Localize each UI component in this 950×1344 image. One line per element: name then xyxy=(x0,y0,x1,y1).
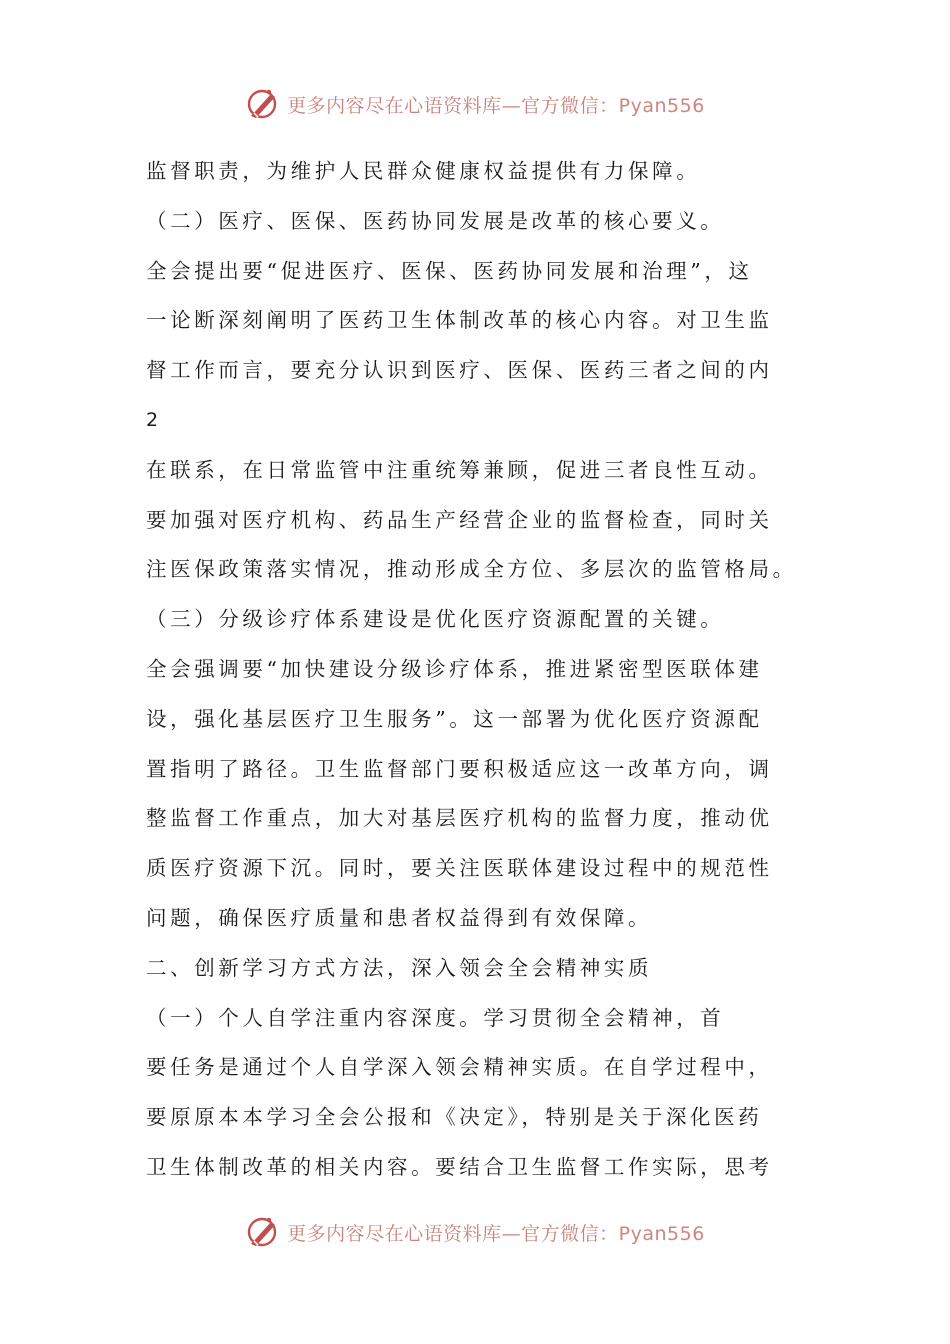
text-line: 质医疗资源下沉。同时，要关注医联体建设过程中的规范性 xyxy=(146,856,773,881)
text-line: 卫生体制改革的相关内容。要结合卫生监督工作实际，思考 xyxy=(146,1154,773,1179)
document-body xyxy=(146,151,797,1197)
header-banner-text: 更多内容尽在心语资料库—官方微信：Pyan556 xyxy=(287,94,705,117)
text-line: 问题，确保医疗质量和患者权益得到有效保障。 xyxy=(146,905,653,930)
footer-banner-text: 更多内容尽在心语资料库—官方微信：Pyan556 xyxy=(287,1222,705,1245)
text-line: 整监督工作重点，加大对基层医疗机构的监督力度，推动优 xyxy=(146,806,773,831)
page-number: 2 xyxy=(146,408,159,431)
footer-banner xyxy=(0,1212,950,1252)
text-line: （一）个人自学注重内容深度。学习贯彻全会精神，首 xyxy=(146,1005,725,1030)
text-line: 要原原本本学习全会公报和《决定》，特别是关于深化医药 xyxy=(146,1105,763,1130)
text-line: 督工作而言，要充分认识到医疗、医保、医药三者之间的内 xyxy=(146,358,773,383)
text-line: 要加强对医疗机构、药品生产经营企业的监督检查，同时关 xyxy=(146,507,773,532)
header-banner xyxy=(0,84,950,124)
text-line: （二）医疗、医保、医药协同发展是改革的核心要义。 xyxy=(146,208,725,233)
text-line: 置指明了路径。卫生监督部门要积极适应这一改革方向，调 xyxy=(146,756,773,781)
header-wechat-id: Pyan556 xyxy=(618,94,705,117)
text-line: 全会强调要“加快建设分级诊疗体系，推进紧密型医联体建 xyxy=(146,656,763,681)
pen-logo-icon xyxy=(245,86,281,122)
text-line: 设，强化基层医疗卫生服务”。这一部署为优化医疗资源配 xyxy=(146,706,763,731)
pen-logo-icon xyxy=(245,1214,281,1250)
text-line: （三）分级诊疗体系建设是优化医疗资源配置的关键。 xyxy=(146,607,725,632)
text-line: 注医保政策落实情况，推动形成全方位、多层次的监管格局。 xyxy=(146,557,797,582)
footer-wechat-id: Pyan556 xyxy=(618,1222,705,1245)
text-line: 二、创新学习方式方法，深入领会全会精神实质 xyxy=(146,955,653,980)
text-line: 要任务是通过个人自学深入领会精神实质。在自学过程中， xyxy=(146,1055,773,1080)
text-line: 监督职责，为维护人民群众健康权益提供有力保障。 xyxy=(146,159,701,183)
text-line: 在联系，在日常监管中注重统筹兼顾，促进三者良性互动。 xyxy=(146,457,773,482)
text-line: 一论断深刻阐明了医药卫生体制改革的核心内容。对卫生监 xyxy=(146,308,773,333)
text-line: 全会提出要“促进医疗、医保、医药协同发展和治理”，这 xyxy=(146,258,753,283)
